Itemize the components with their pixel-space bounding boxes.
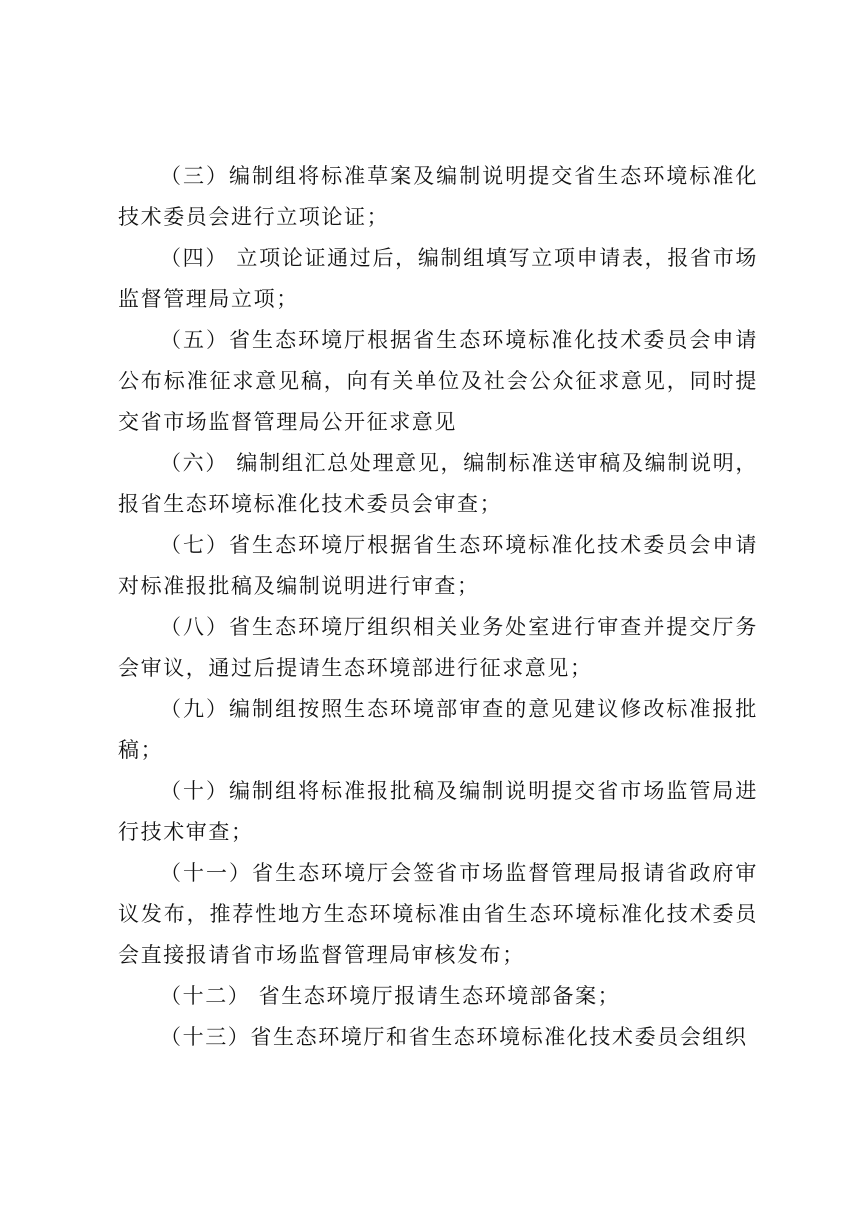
paragraph-step-3: （三）编制组将标准草案及编制说明提交省生态环境标准化技术委员会进行立项论证；: [118, 164, 758, 229]
paragraph-step-13: （十三）省生态环境厅和省生态环境标准化技术委员会组织: [160, 1025, 748, 1049]
paragraph-step-4: （四） 立项论证通过后，编制组填写立项申请表，报省市场监督管理局立项；: [118, 246, 758, 311]
paragraph-step-12: （十二） 省生态环境厅报请生态环境部备案；: [160, 984, 621, 1008]
paragraph-step-5: （五）省生态环境厅根据省生态环境标准化技术委员会申请公布标准征求意见稿，向有关单位及社会公众征求意见，同时提交省市场监督管理局公开征求意见: [118, 328, 758, 434]
paragraph-step-6: （六） 编制组汇总处理意见，编制标准送审稿及编制说明，报省生态环境标准化技术委员会审查；: [118, 451, 758, 516]
paragraph-step-8: （八）省生态环境厅组织相关业务处室进行审查并提交厅务会审议，通过后提请生态环境部进行征求意见；: [118, 615, 758, 680]
document-body: [118, 156, 758, 1058]
paragraph-step-10: （十）编制组将标准报批稿及编制说明提交省市场监管局进行技术审查；: [118, 779, 758, 844]
paragraph-step-11: （十一）省生态环境厅会签省市场监督管理局报请省政府审议发布，推荐性地方生态环境标准由省生态环境标准化技术委员会直接报请省市场监督管理局审核发布；: [118, 861, 758, 967]
paragraph-step-9: （九）编制组按照生态环境部审查的意见建议修改标准报批稿；: [118, 697, 758, 762]
paragraph-step-7: （七）省生态环境厅根据省生态环境标准化技术委员会申请对标准报批稿及编制说明进行审查；: [118, 533, 758, 598]
